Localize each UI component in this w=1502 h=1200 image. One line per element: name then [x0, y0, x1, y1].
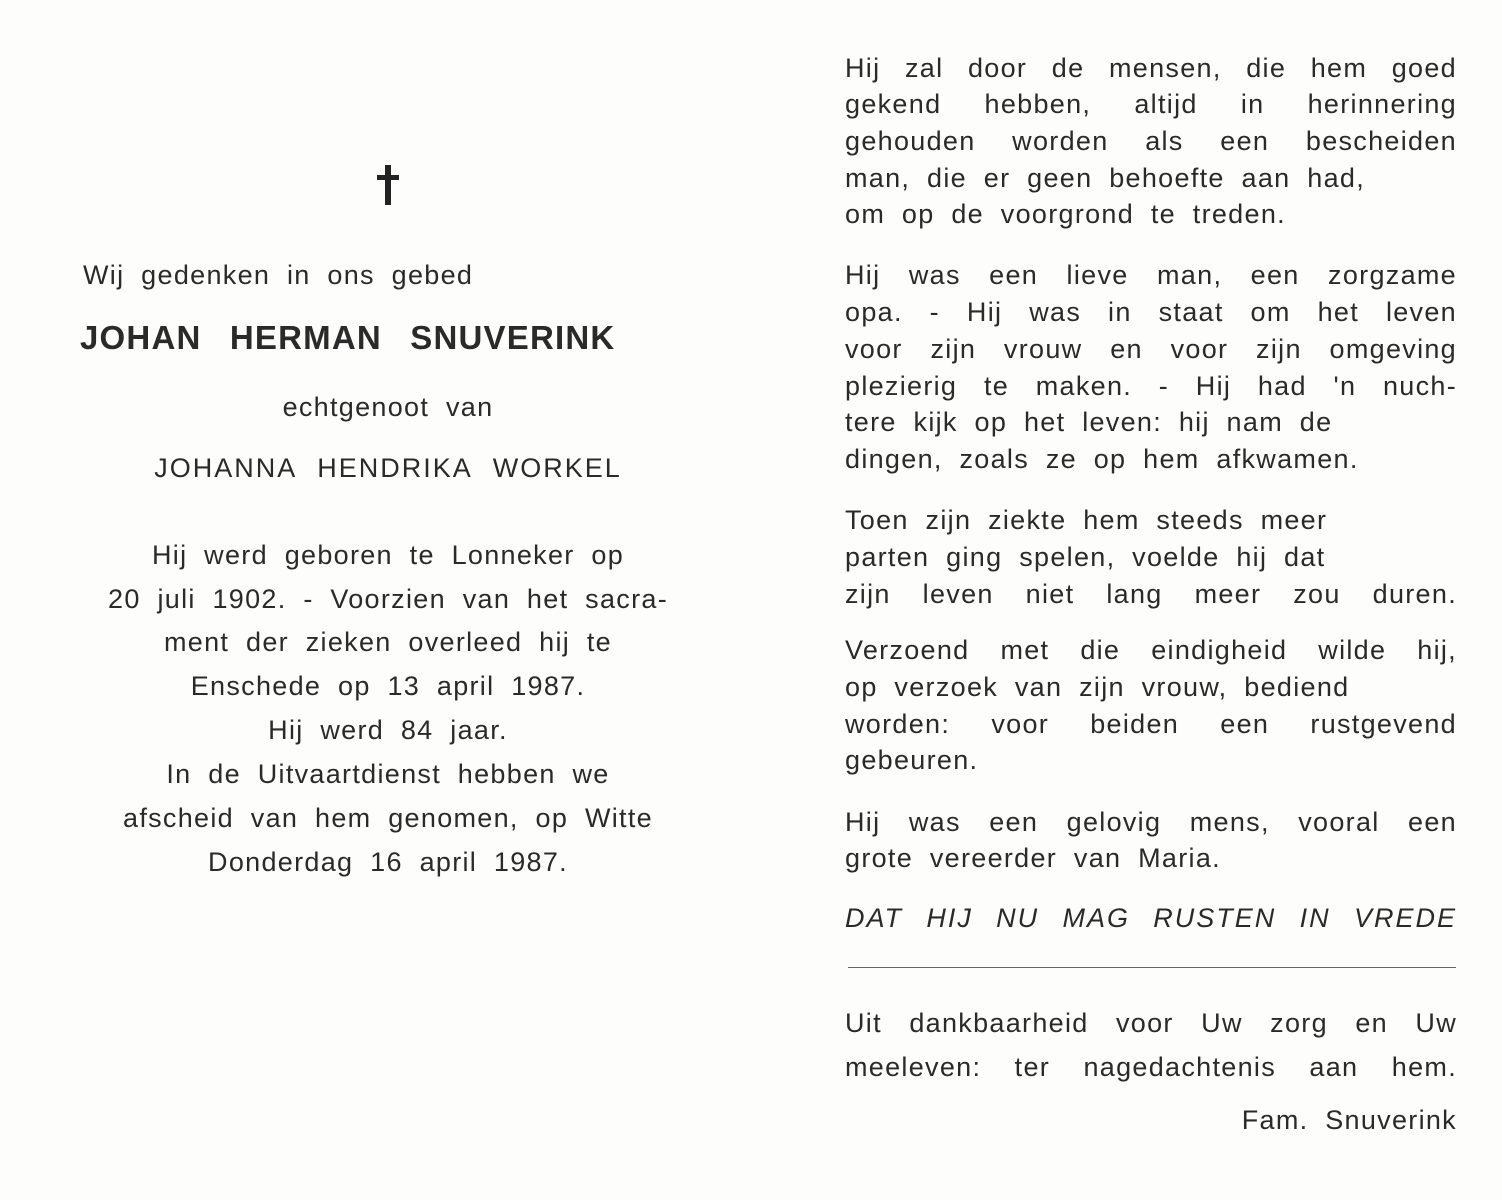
deceased-name: JOHAN HERMAN SNUVERINK: [80, 319, 616, 356]
spouse-label: echtgenoot van: [282, 392, 494, 422]
bio-line: 20 juli 1902. - Voorzien van het sacra-: [108, 584, 668, 614]
bio-line: Enschede op 13 april 1987.: [190, 671, 586, 701]
spouse-name: JOHANNA HENDRIKA WORKEL: [154, 453, 622, 483]
signature: Fam. Snuverink: [1241, 1105, 1457, 1135]
paragraph-line: grote vereerder van Maria.: [845, 843, 1221, 873]
paragraph-line: Hij was een gelovig mens, vooral een: [845, 807, 1457, 837]
paragraph-line: opa. - Hij was in staat om het leven: [845, 297, 1457, 327]
paragraph-line: Toen zijn ziekte hem steeds meer: [845, 505, 1328, 535]
paragraph-line: worden: voor beiden een rustgevend: [845, 709, 1457, 739]
bio-line: In de Uitvaartdienst hebben we: [166, 759, 610, 789]
paragraph-line: parten ging spelen, voelde hij dat: [845, 542, 1326, 572]
paragraph-line: man, die er geen behoefte aan had,: [845, 163, 1366, 193]
cross-icon: [375, 165, 401, 205]
thanks-line: meeleven: ter nagedachtenis aan hem.: [845, 1052, 1457, 1082]
bio-line: Donderdag 16 april 1987.: [208, 847, 568, 877]
divider-line: [848, 967, 1456, 968]
intro-text: Wij gedenken in ons gebed: [83, 260, 474, 290]
bio-line: afscheid van hem genomen, op Witte: [123, 803, 653, 833]
paragraph-line: plezierig te maken. - Hij had 'n nuch-: [845, 371, 1457, 401]
paragraph-line: gehouden worden als een bescheiden: [845, 126, 1457, 156]
paragraph-line: Hij was een lieve man, een zorgzame: [845, 260, 1457, 290]
paragraph-line: op verzoek van zijn vrouw, bediend: [845, 672, 1350, 702]
paragraph-line: Hij zal door de mensen, die hem goed: [845, 53, 1457, 83]
closing-line: DAT HIJ NU MAG RUSTEN IN VREDE: [845, 903, 1457, 933]
paragraph-line: dingen, zoals ze op hem afkwamen.: [845, 444, 1359, 474]
bio-line: ment der zieken overleed hij te: [163, 627, 612, 657]
paragraph-line: gekend hebben, altijd in herinnering: [845, 89, 1457, 119]
paragraph-line: tere kijk op het leven: hij nam de: [845, 407, 1333, 437]
thanks-line: Uit dankbaarheid voor Uw zorg en Uw: [845, 1008, 1457, 1038]
paragraph-line: Verzoend met die eindigheid wilde hij,: [845, 635, 1457, 665]
bio-line: Hij werd geboren te Lonneker op: [151, 540, 625, 570]
paragraph-line: om op de voorgrond te treden.: [845, 199, 1286, 229]
paragraph-line: gebeuren.: [845, 745, 979, 775]
bio-line: Hij werd 84 jaar.: [268, 715, 508, 745]
paragraph-line: voor zijn vrouw en voor zijn omgeving: [845, 334, 1457, 364]
paragraph-line: zijn leven niet lang meer zou duren.: [845, 579, 1457, 609]
